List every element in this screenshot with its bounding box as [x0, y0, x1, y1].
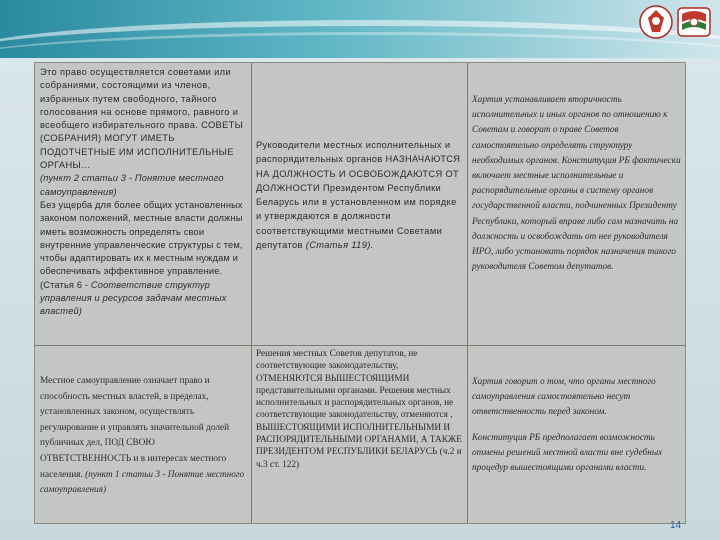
row1-col1-cell: [40, 66, 248, 319]
column-divider-2: [467, 63, 468, 523]
row1-col3-text: Хартия устанавливает вторичность исполнительных и иных органов по отношению к Советам и говорит о праве Советов самостоятельно определять структуру необходимых органов. Конституция РБ фактически включает местные исполнительные и распорядительные органы в систему органов государственной власти, подчиненных Президенту Республики, который вправе либо сам назначить на должность и освобождать от нее руководителя ИРО, либо установить порядок назначения такого руководителя Советом депутатов.: [472, 95, 681, 273]
row1-col1-reference: (пункт 2 статьи 3 - Понятие местного самоуправления): [40, 173, 224, 197]
page-number: 14: [670, 520, 682, 531]
row1-col1-text-2: Без ущерба для более общих установленных законом положений, местные власти должны иметь возможность определять свои внутренние управленческие структуры с тем, чтобы адаптировать их к местным нуждам и обеспечивать эффективное управление. (Статья 6 - Соответствие структур управления и ресурсов задачам местных властей): [40, 199, 243, 317]
row2-col2-cell: [256, 348, 464, 471]
row2-col3-cell: [472, 375, 684, 476]
row2-col1-cell: [40, 374, 248, 499]
row1-col3-cell: [472, 93, 684, 275]
row1-col2-cell: [256, 138, 464, 252]
flag-emblem-icon: [676, 4, 712, 40]
row1-col1-text: Это право осуществляется советами или собраниями, состоящими из членов, избранных путем свободного, тайного голосования на основе прямого, равного и всеобщего избирательного права. СОВЕТЫ (СОБРАНИЯ) МОГУТ ИМЕТЬ ПОДОТЧЕТНЫЕ ИМ ИСПОЛНИТЕЛЬНЫЕ ОРГАНЫ…: [40, 67, 244, 171]
comparison-table: [34, 62, 686, 524]
row2-col1-text: Местное самоуправление означает право и способность местных властей, в пределах, установленных законом, осуществлять регулирование и управлять значительной долей публичных дел, ПОД СВОЮ ОТВЕТСТВЕННОСТЬ и в интересах местного населения. (пункт 1 статьи 3 - Понятие местного самоуправления): [40, 376, 245, 496]
emblem-icon: [638, 4, 674, 40]
row2-col3-text: Хартия говорит о том, что органы местного самоуправления самостоятельно несут ответственность перед законом.: [472, 377, 656, 418]
row-divider: [35, 345, 685, 346]
row2-col3-text-2: Конституция РБ предполагает возможность отмены решений местной власти вне судебных процедур вышестоящими органами власти.: [472, 432, 663, 474]
column-divider-1: [251, 63, 252, 523]
row1-col2-text: Руководители местных исполнительных и распорядительных органов НАЗНАЧАЮТСЯ НА ДОЛЖНОСТЬ И ОСВОБОЖДАЮТСЯ ОТ ДОЛЖНОСТИ Президентом Республики Беларусь или в установленном им порядке и утверждаются в должности соответствующими местными Советами депутатов (Статья 119).: [256, 140, 461, 251]
header-band: [0, 0, 720, 58]
row2-col2-text: Решения местных Советов депутатов, не соответствующие законодательству, ОТМЕНЯЮТСЯ ВЫШЕСТОЯЩИМИ представительными органами. Решения местных исполнительных и распорядительных органов, не соответствующие законодательству, отменяются , ВЫШЕСТОЯЩИМИ ИСПОЛНИТЕЛЬНЫМИ И РАСПОРЯДИТЕЛЬНЫМИ ОРГАНАМИ, А ТАКЖЕ ПРЕЗИДЕНТОМ РЕСПУБЛИКИ БЕЛАРУСЬ (ч.2 и ч.3 ст. 122): [256, 349, 462, 470]
